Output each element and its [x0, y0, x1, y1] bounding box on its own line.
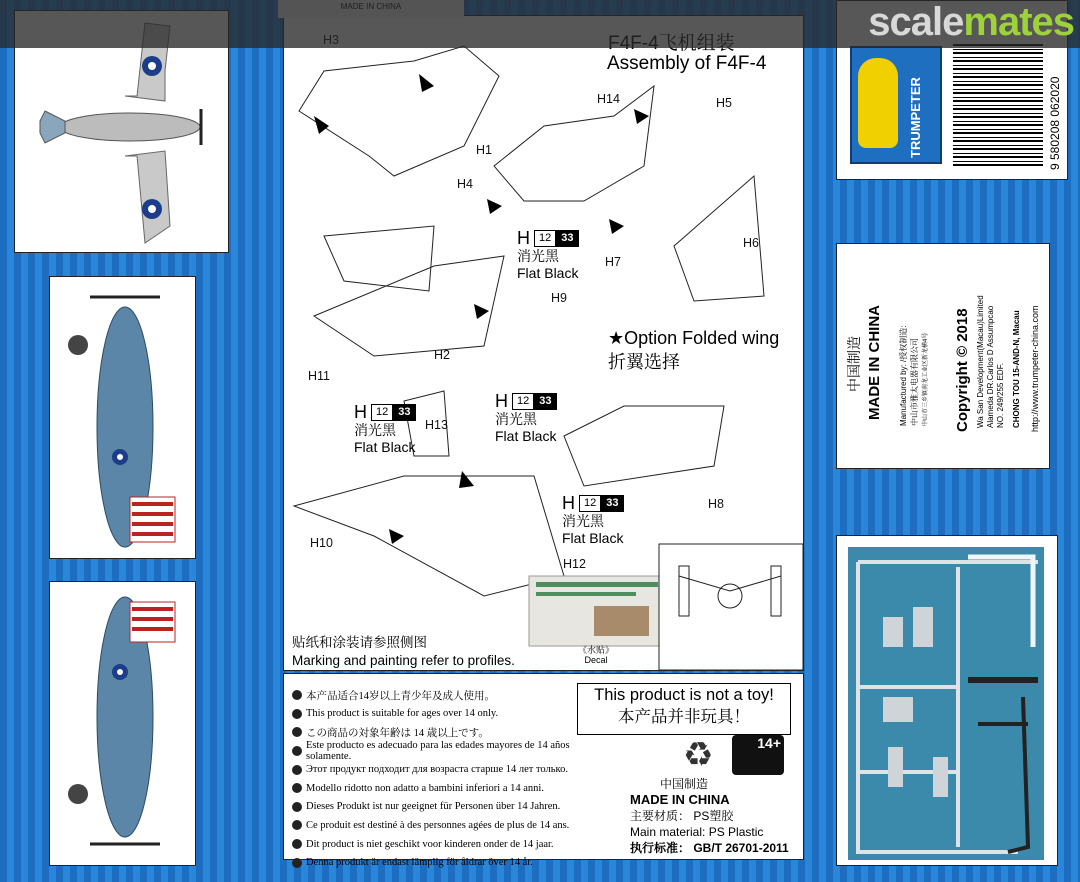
part-label-h7: H7 [605, 255, 621, 269]
part-label-h11: H11 [308, 369, 331, 383]
option-folded-wing: ★Option Folded wing 折翼选择 [608, 328, 780, 372]
mfr-cn: 中山市雅太电器有限公司 [910, 338, 919, 426]
made-cn-vertical: 中国制造 [846, 336, 862, 392]
language-icon [292, 783, 302, 793]
brand-name: TRUMPETER [908, 77, 923, 158]
part-label-h4: H4 [457, 177, 473, 191]
recycle-icon: ♻ [683, 736, 714, 774]
title-english: Assembly of F4F-4 [607, 53, 767, 74]
plane-side-view-1 [50, 277, 195, 558]
language-icon [292, 820, 302, 830]
warning-line: Dieses Produkt ist nur geeignet für Personen über 14 Jahren. [292, 798, 577, 817]
addr-2: NO. 249/255 EDF. [996, 363, 1005, 428]
made-in-china-block: 中国制造 MADE IN CHINA 主要材质： PS塑胶 Main material: PS Plastic 执行标准： GB/T 26701-2011 [630, 777, 789, 855]
language-icon [292, 858, 302, 868]
part-label-h8: H8 [708, 497, 724, 511]
language-icon [292, 839, 302, 849]
age-warnings [292, 686, 577, 872]
decal-label: 《水贴》 Decal [578, 645, 615, 665]
paint-callout-4: H 12 33 [562, 493, 624, 514]
addr-3: CHONG TOU 15-AND-N, Macau [1012, 310, 1021, 428]
mfr-addr-cn: 中山市三乡镇南龙工业区新龙横4号 [923, 332, 929, 426]
marking-note: 贴纸和涂装请参照侧图 Marking and painting refer to profiles. [292, 635, 515, 668]
addr-1: Alameda DR.Carlos D Assumpcao [986, 305, 995, 428]
made-en-vertical: MADE IN CHINA [866, 305, 883, 420]
barcode-number: 9 580208 062020 [1048, 76, 1062, 170]
part-label-h10: H10 [310, 536, 333, 550]
part-label-h2: H2 [434, 348, 450, 362]
warning-line: 本产品适合14岁以上青少年及成人使用。 [292, 686, 577, 705]
paint-name-2: 消光黑 Flat Black [354, 422, 416, 455]
website: http://www.trumpeter-china.com [1030, 305, 1040, 432]
barcode [953, 42, 1043, 166]
age-badge: 14+ [732, 735, 784, 775]
part-label-h14: H14 [597, 92, 620, 106]
not-a-toy-notice: This product is not a toy! 本产品并非玩具！ [577, 683, 791, 735]
language-icon [292, 727, 302, 737]
warning-line: Dit product is niet geschikt voor kinderen onder de 14 jaar. [292, 835, 577, 854]
plane-side-view-1-panel [49, 276, 196, 559]
paint-callout-3: H 12 33 [495, 391, 557, 412]
mfr-label: Manufactured by: /授权制造: [899, 325, 908, 426]
part-label-h13: H13 [425, 418, 448, 432]
plane-side-view-2 [50, 582, 195, 865]
warning-line: Ce produit est destiné à des personnes agées de plus de 14 ans. [292, 816, 577, 835]
language-icon [292, 802, 302, 812]
warning-line: Этот продукт подходит для возраста старше 14 лет только. [292, 760, 577, 779]
paint-name-3: 消光黑 Flat Black [495, 411, 557, 444]
trumpeter-logo [850, 46, 942, 164]
language-icon [292, 690, 302, 700]
scalemates-watermark: scalemates [868, 0, 1074, 44]
plane-side-view-2-panel [49, 581, 196, 866]
part-label-h12: H12 [563, 557, 586, 571]
warning-line: Este producto es adecuado para las edades mayores de 14 años solamente. [292, 742, 577, 761]
trumpet-icon [858, 58, 898, 148]
copyright: Copyright © 2018 [954, 308, 971, 432]
warning-line: Modello ridotto non adatto a bambini inferiori a 14 anni. [292, 779, 577, 798]
language-icon [292, 746, 302, 756]
paint-callout-1: H 12 33 [517, 228, 579, 249]
part-label-h6: H6 [743, 236, 759, 250]
watermark-bar [0, 0, 1080, 48]
warning-line: This product is suitable for ages over 14 only. [292, 705, 577, 724]
warning-line: Denna produkt är endast lämplig för åldrar över 14 år. [292, 853, 577, 872]
mfr-en: Wa San Development(Macau)Limited [976, 295, 985, 428]
language-icon [292, 709, 302, 719]
sprue-photo [848, 547, 1044, 860]
paint-name-1: 消光黑 Flat Black [517, 248, 579, 281]
part-label-h1: H1 [476, 143, 492, 157]
part-label-h5: H5 [716, 96, 732, 110]
paint-callout-2: H 12 33 [354, 402, 416, 423]
part-label-h9: H9 [551, 291, 567, 305]
language-icon [292, 765, 302, 775]
paint-name-4: 消光黑 Flat Black [562, 513, 624, 546]
warning-line: この商品の対象年齢は 14 歳以上です。 [292, 723, 577, 742]
